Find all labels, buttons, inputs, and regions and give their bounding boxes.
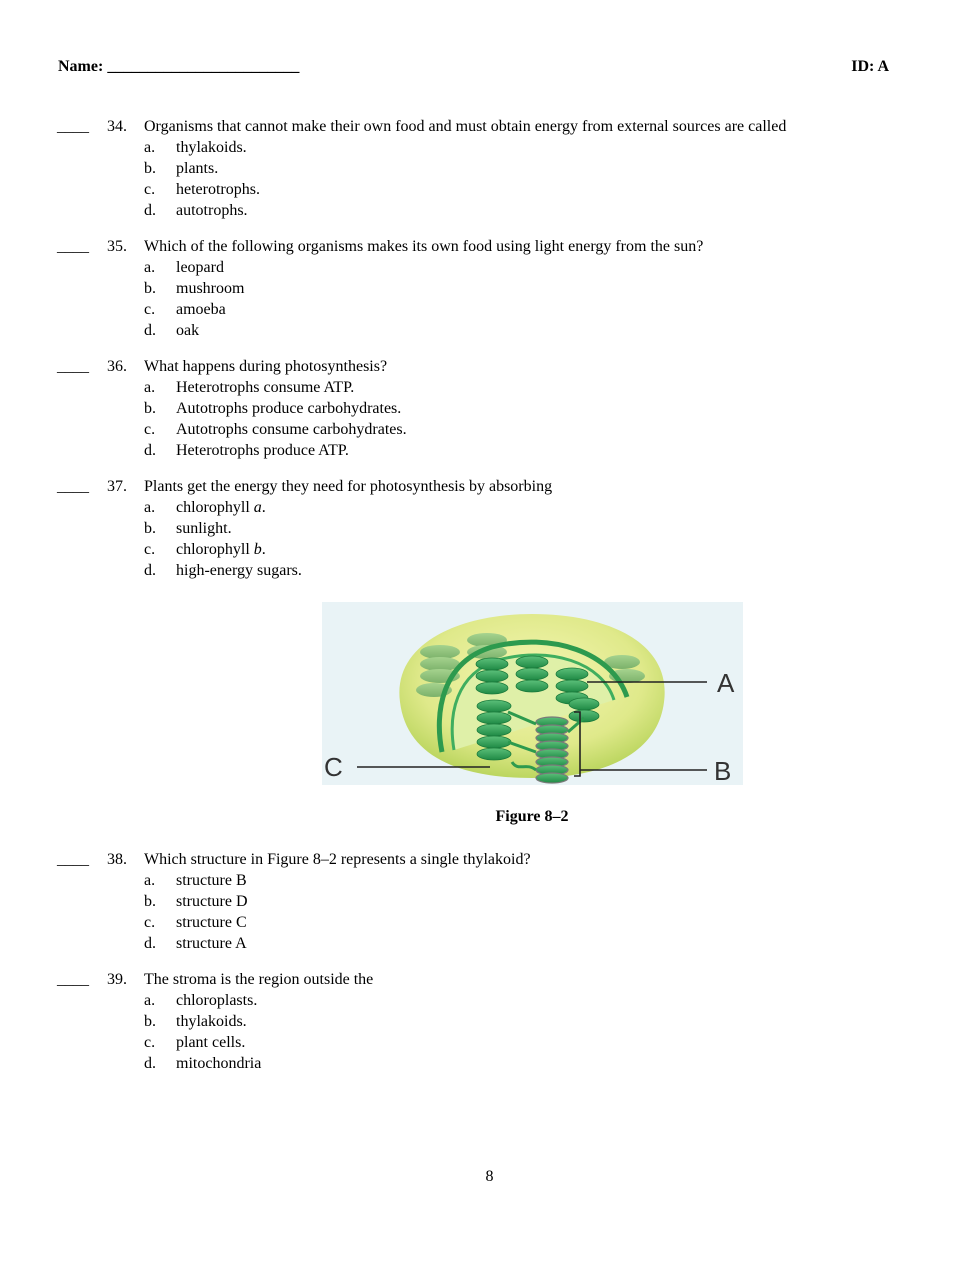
option-letter: d.: [144, 562, 156, 579]
question-stem: Plants get the energy they need for photosynthesis by absorbing: [144, 478, 553, 495]
option-letter: b.: [144, 893, 156, 910]
option-letter: a.: [144, 499, 156, 516]
option-text: thylakoids.: [176, 1013, 247, 1030]
question-number: 37.: [107, 478, 127, 495]
option-letter: b.: [144, 520, 156, 537]
answer-blank: ____: [57, 851, 89, 868]
option-text-main: chlorophyll: [176, 541, 254, 558]
option-letter: c.: [144, 541, 156, 558]
question-stem: Which of the following organisms makes its own food using light energy from the sun?: [144, 238, 704, 255]
option-text: high-energy sugars.: [176, 562, 302, 579]
option-letter: c.: [144, 914, 156, 931]
question-stem: The stroma is the region outside the: [144, 971, 374, 988]
option-text: oak: [176, 322, 200, 339]
answer-blank: ____: [57, 478, 89, 495]
option-text: mitochondria: [176, 1055, 262, 1072]
option-text: structure B: [176, 872, 247, 889]
answer-blank: ____: [57, 971, 89, 988]
option-text: Heterotrophs consume ATP.: [176, 379, 355, 396]
option-text-italic: a: [253, 499, 262, 516]
question-stem: Which structure in Figure 8–2 represents a single thylakoid?: [144, 851, 531, 868]
question-number: 38.: [107, 851, 127, 868]
option-text: plants.: [176, 160, 219, 177]
option-text: [176, 497, 266, 518]
option-letter: d.: [144, 322, 156, 339]
version-id: ID: A: [851, 58, 889, 75]
option-letter: c.: [144, 181, 156, 198]
option-text: plant cells.: [176, 1034, 246, 1051]
answer-blank: ____: [57, 118, 89, 135]
option-letter: c.: [144, 1034, 156, 1051]
option-text: thylakoids.: [176, 139, 247, 156]
highlighted-granum: [536, 717, 568, 783]
option-text: structure D: [176, 893, 248, 910]
option-text-suffix: .: [261, 541, 266, 558]
option-text: Heterotrophs produce ATP.: [176, 442, 349, 459]
option-letter: a.: [144, 872, 156, 889]
option-text: leopard: [176, 259, 224, 276]
question-stem: Organisms that cannot make their own food and must obtain energy from external sources are called: [144, 118, 787, 135]
label-b: B: [714, 756, 732, 785]
option-text: Autotrophs produce carbohydrates.: [176, 400, 402, 417]
option-text-italic: b: [253, 541, 262, 558]
option-letter: d.: [144, 202, 156, 219]
question-stem: What happens during photosynthesis?: [144, 358, 388, 375]
option-text: heterotrophs.: [176, 181, 260, 198]
option-text-main: chlorophyll: [176, 499, 254, 516]
option-text-suffix: .: [261, 499, 266, 516]
option-letter: c.: [144, 301, 156, 318]
chloroplast-figure: [322, 602, 743, 785]
option-text: structure A: [176, 935, 247, 952]
option-letter: b.: [144, 280, 156, 297]
option-text: sunlight.: [176, 520, 232, 537]
option-text: autotrophs.: [176, 202, 248, 219]
option-letter: b.: [144, 1013, 156, 1030]
option-text: [176, 539, 266, 560]
option-text: mushroom: [176, 280, 245, 297]
question-number: 36.: [107, 358, 127, 375]
question-number: 35.: [107, 238, 127, 255]
answer-blank: ____: [57, 238, 89, 255]
question-number: 39.: [107, 971, 127, 988]
option-letter: a.: [144, 379, 156, 396]
option-letter: a.: [144, 259, 156, 276]
option-text: Autotrophs consume carbohydrates.: [176, 421, 407, 438]
option-letter: b.: [144, 400, 156, 417]
option-letter: c.: [144, 421, 156, 438]
option-letter: d.: [144, 442, 156, 459]
option-text: structure C: [176, 914, 247, 931]
page-number: 8: [485, 1168, 494, 1185]
option-letter: d.: [144, 1055, 156, 1072]
figure-caption: Figure 8–2: [495, 808, 569, 825]
option-letter: a.: [144, 992, 156, 1009]
label-c: C: [324, 752, 343, 782]
name-field-label: Name: ________________________: [58, 58, 300, 75]
page-header: [58, 58, 889, 80]
option-letter: b.: [144, 160, 156, 177]
answer-blank: ____: [57, 358, 89, 375]
option-letter: a.: [144, 139, 156, 156]
label-a: A: [717, 668, 735, 698]
question-number: 34.: [107, 118, 127, 135]
option-letter: d.: [144, 935, 156, 952]
option-text: chloroplasts.: [176, 992, 258, 1009]
option-text: amoeba: [176, 301, 226, 318]
